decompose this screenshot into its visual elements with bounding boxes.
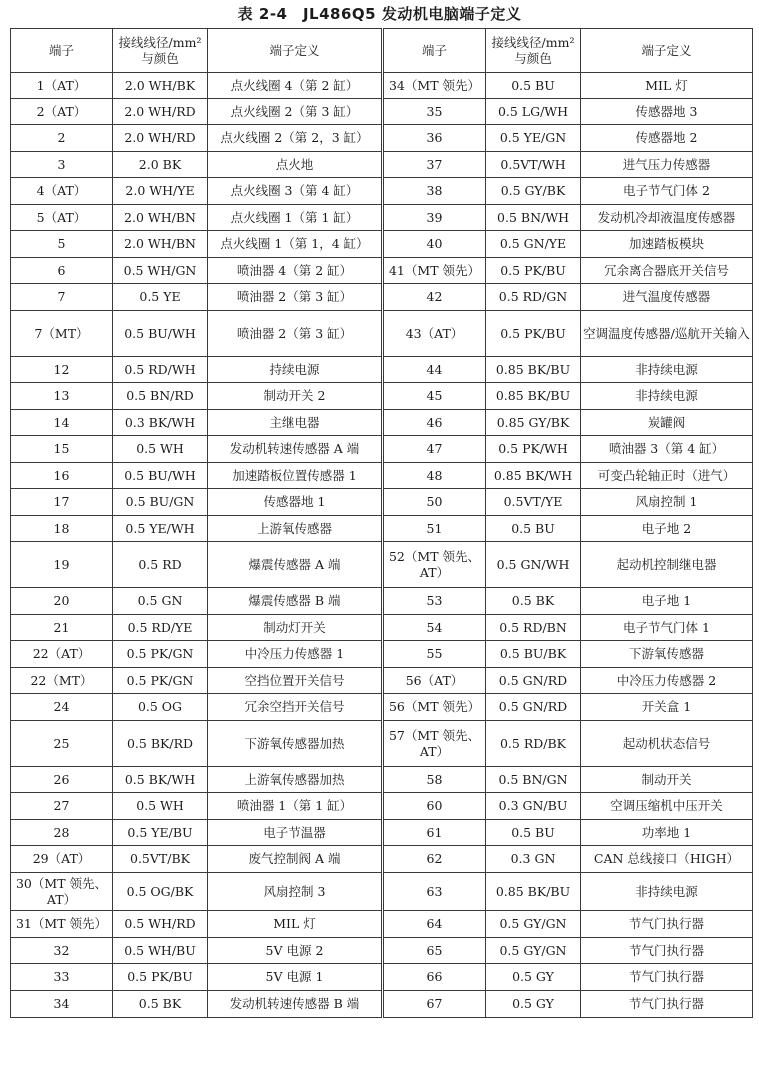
wire-cell: 0.5 RD/WH <box>113 357 208 383</box>
wire-cell: 0.5 GN/YE <box>486 231 581 258</box>
definition-cell: 非持续电源 <box>581 873 753 911</box>
table-row <box>11 588 753 615</box>
wire-cell: 0.5 BU/WH <box>113 463 208 489</box>
wire-cell: 0.5 PK/GN <box>113 668 208 694</box>
wire-cell: 0.5 RD/BK <box>486 721 581 767</box>
terminal-cell: 5（AT） <box>11 205 113 231</box>
table-row <box>11 125 753 152</box>
wire-cell: 2.0 WH/RD <box>113 99 208 125</box>
terminal-cell: 16 <box>11 463 113 489</box>
terminal-cell: 52（MT 领先、AT） <box>383 542 486 588</box>
definition-cell: 传感器地 3 <box>581 99 753 125</box>
definition-cell: 节气门执行器 <box>581 938 753 964</box>
table-row <box>11 721 753 767</box>
definition-cell: CAN 总线接口（HIGH） <box>581 846 753 873</box>
table-title: 表 2-4 JL486Q5 发动机电脑端子定义 <box>237 5 522 23</box>
definition-cell: 冗余离合器底开关信号 <box>581 258 753 284</box>
terminal-cell: 44 <box>383 357 486 383</box>
definition-cell: 进气温度传感器 <box>581 284 753 311</box>
definition-cell: 点火线圈 2（第 3 缸） <box>208 99 383 125</box>
table-row <box>11 820 753 846</box>
wire-cell: 0.5 BK/RD <box>113 721 208 767</box>
terminal-cell: 48 <box>383 463 486 489</box>
wire-cell: 0.5 PK/BU <box>486 258 581 284</box>
definition-cell: 喷油器 3（第 4 缸） <box>581 436 753 463</box>
terminal-cell: 45 <box>383 383 486 410</box>
terminal-cell: 61 <box>383 820 486 846</box>
table-row <box>11 436 753 463</box>
wire-cell: 0.5 RD/BN <box>486 615 581 641</box>
definition-cell: 节气门执行器 <box>581 911 753 938</box>
wire-cell: 0.85 GY/BK <box>486 410 581 436</box>
header-wire-left: 接线线径/mm²与颜色 <box>113 29 208 73</box>
definition-cell: 爆震传感器 A 端 <box>208 542 383 588</box>
wire-cell: 0.5 GN/RD <box>486 694 581 721</box>
wire-cell: 2.0 BK <box>113 152 208 178</box>
wire-cell: 0.5 YE/WH <box>113 516 208 542</box>
terminal-cell: 3 <box>11 152 113 178</box>
terminal-cell: 7（MT） <box>11 311 113 357</box>
definition-cell: 喷油器 2（第 3 缸） <box>208 311 383 357</box>
terminal-cell: 65 <box>383 938 486 964</box>
table-row <box>11 410 753 436</box>
table-row <box>11 258 753 284</box>
definition-cell: 发动机冷却液温度传感器 <box>581 205 753 231</box>
table-row <box>11 516 753 542</box>
definition-cell: MIL 灯 <box>208 911 383 938</box>
definition-cell: 上游氧传感器 <box>208 516 383 542</box>
terminal-cell: 25 <box>11 721 113 767</box>
wire-cell: 0.5 GY <box>486 991 581 1018</box>
terminal-cell: 27 <box>11 793 113 820</box>
terminal-cell: 37 <box>383 152 486 178</box>
wire-cell: 0.5 BK <box>113 991 208 1018</box>
definition-cell: 点火线圈 2（第 2，3 缸） <box>208 125 383 152</box>
definition-cell: 空挡位置开关信号 <box>208 668 383 694</box>
terminal-cell: 5 <box>11 231 113 258</box>
definition-cell: 主继电器 <box>208 410 383 436</box>
terminal-cell: 41（MT 领先） <box>383 258 486 284</box>
terminal-cell: 51 <box>383 516 486 542</box>
definition-cell: 点火地 <box>208 152 383 178</box>
terminal-cell: 32 <box>11 938 113 964</box>
terminal-cell: 39 <box>383 205 486 231</box>
wire-cell: 0.5 BU <box>486 820 581 846</box>
definition-cell: 加速踏板位置传感器 1 <box>208 463 383 489</box>
terminal-cell: 34（MT 领先） <box>383 73 486 99</box>
wire-cell: 0.5VT/BK <box>113 846 208 873</box>
definition-cell: 开关盒 1 <box>581 694 753 721</box>
terminal-cell: 2 <box>11 125 113 152</box>
definition-cell: 5V 电源 1 <box>208 964 383 991</box>
wire-cell: 0.85 BK/BU <box>486 383 581 410</box>
wire-cell: 0.5 WH <box>113 436 208 463</box>
definition-cell: 点火线圈 3（第 4 缸） <box>208 178 383 205</box>
wire-cell: 0.5 WH/RD <box>113 911 208 938</box>
wire-cell: 0.5 OG <box>113 694 208 721</box>
terminal-cell: 22（AT） <box>11 641 113 668</box>
wire-cell: 0.5 BN/WH <box>486 205 581 231</box>
definition-cell: 节气门执行器 <box>581 964 753 991</box>
table-row <box>11 911 753 938</box>
terminal-cell: 7 <box>11 284 113 311</box>
table-row <box>11 873 753 911</box>
definition-cell: 电子地 2 <box>581 516 753 542</box>
terminal-cell: 66 <box>383 964 486 991</box>
definition-cell: 喷油器 1（第 1 缸） <box>208 793 383 820</box>
wire-cell: 0.3 BK/WH <box>113 410 208 436</box>
terminal-cell: 62 <box>383 846 486 873</box>
terminal-cell: 2（AT） <box>11 99 113 125</box>
terminal-cell: 17 <box>11 489 113 516</box>
definition-cell: 制动开关 2 <box>208 383 383 410</box>
wire-cell: 0.5 BU/BK <box>486 641 581 668</box>
definition-cell: MIL 灯 <box>581 73 753 99</box>
wire-cell: 0.5 LG/WH <box>486 99 581 125</box>
definition-cell: 废气控制阀 A 端 <box>208 846 383 873</box>
table-row <box>11 641 753 668</box>
wire-cell: 2.0 WH/RD <box>113 125 208 152</box>
wire-cell: 0.5 GY <box>486 964 581 991</box>
definition-cell: 传感器地 2 <box>581 125 753 152</box>
wire-cell: 0.5 BU <box>486 73 581 99</box>
terminal-cell: 21 <box>11 615 113 641</box>
definition-cell: 喷油器 4（第 2 缸） <box>208 258 383 284</box>
definition-cell: 起动机控制继电器 <box>581 542 753 588</box>
definition-cell: 电子节气门体 1 <box>581 615 753 641</box>
definition-cell: 喷油器 2（第 3 缸） <box>208 284 383 311</box>
definition-cell: 点火线圈 1（第 1，4 缸） <box>208 231 383 258</box>
terminal-cell: 43（AT） <box>383 311 486 357</box>
table-row <box>11 284 753 311</box>
terminal-cell: 33 <box>11 964 113 991</box>
terminal-cell: 57（MT 领先、AT） <box>383 721 486 767</box>
wire-cell: 0.5 GY/GN <box>486 911 581 938</box>
definition-cell: 中冷压力传感器 2 <box>581 668 753 694</box>
definition-cell: 炭罐阀 <box>581 410 753 436</box>
terminal-cell: 35 <box>383 99 486 125</box>
wire-cell: 2.0 WH/BN <box>113 231 208 258</box>
table-row <box>11 542 753 588</box>
table-row <box>11 767 753 793</box>
wire-cell: 0.5 PK/GN <box>113 641 208 668</box>
wire-cell: 0.5 PK/BU <box>486 311 581 357</box>
wire-cell: 0.5 BK <box>486 588 581 615</box>
terminal-cell: 18 <box>11 516 113 542</box>
wire-cell: 0.5VT/YE <box>486 489 581 516</box>
wire-cell: 0.5 WH/GN <box>113 258 208 284</box>
table-row <box>11 178 753 205</box>
definition-cell: 电子节气门体 2 <box>581 178 753 205</box>
wire-cell: 0.85 BK/BU <box>486 873 581 911</box>
terminal-cell: 1（AT） <box>11 73 113 99</box>
terminal-cell: 29（AT） <box>11 846 113 873</box>
terminal-cell: 47 <box>383 436 486 463</box>
terminal-cell: 15 <box>11 436 113 463</box>
terminal-cell: 40 <box>383 231 486 258</box>
definition-cell: 发动机转速传感器 A 端 <box>208 436 383 463</box>
wire-cell: 0.5 BU <box>486 516 581 542</box>
wire-cell: 0.5 GN/RD <box>486 668 581 694</box>
definition-cell: 中冷压力传感器 1 <box>208 641 383 668</box>
definition-cell: 可变凸轮轴正时（进气） <box>581 463 753 489</box>
terminal-cell: 60 <box>383 793 486 820</box>
terminal-cell: 14 <box>11 410 113 436</box>
terminal-cell: 19 <box>11 542 113 588</box>
table-row <box>11 205 753 231</box>
table-row <box>11 793 753 820</box>
terminal-cell: 53 <box>383 588 486 615</box>
terminal-cell: 31（MT 领先） <box>11 911 113 938</box>
wire-cell: 0.5VT/WH <box>486 152 581 178</box>
table-row <box>11 73 753 99</box>
definition-cell: 空调温度传感器/巡航开关输入 <box>581 311 753 357</box>
wire-cell: 0.5 BU/WH <box>113 311 208 357</box>
definition-cell: 功率地 1 <box>581 820 753 846</box>
wire-cell: 0.3 GN <box>486 846 581 873</box>
definition-cell: 爆震传感器 B 端 <box>208 588 383 615</box>
table-row <box>11 964 753 991</box>
terminal-cell: 20 <box>11 588 113 615</box>
table-row <box>11 694 753 721</box>
terminal-cell: 36 <box>383 125 486 152</box>
wire-cell: 0.5 WH <box>113 793 208 820</box>
definition-cell: 传感器地 1 <box>208 489 383 516</box>
terminal-cell: 55 <box>383 641 486 668</box>
definition-cell: 加速踏板模块 <box>581 231 753 258</box>
terminal-cell: 63 <box>383 873 486 911</box>
wire-cell: 0.5 PK/BU <box>113 964 208 991</box>
terminal-cell: 56（MT 领先） <box>383 694 486 721</box>
definition-cell: 点火线圈 4（第 2 缸） <box>208 73 383 99</box>
wire-cell: 0.5 GY/BK <box>486 178 581 205</box>
terminal-cell: 42 <box>383 284 486 311</box>
definition-cell: 非持续电源 <box>581 383 753 410</box>
wire-cell: 0.5 RD/GN <box>486 284 581 311</box>
definition-cell: 点火线圈 1（第 1 缸） <box>208 205 383 231</box>
terminal-cell: 56（AT） <box>383 668 486 694</box>
terminal-cell: 6 <box>11 258 113 284</box>
header-terminal-right: 端子 <box>383 29 486 73</box>
definition-cell: 5V 电源 2 <box>208 938 383 964</box>
table-row <box>11 991 753 1018</box>
table-row <box>11 938 753 964</box>
terminal-cell: 4（AT） <box>11 178 113 205</box>
wire-cell: 2.0 WH/BN <box>113 205 208 231</box>
header-definition-left: 端子定义 <box>208 29 383 73</box>
terminal-cell: 54 <box>383 615 486 641</box>
terminal-cell: 46 <box>383 410 486 436</box>
wire-cell: 0.5 YE/BU <box>113 820 208 846</box>
table-row <box>11 357 753 383</box>
wire-cell: 0.5 GY/GN <box>486 938 581 964</box>
wire-cell: 0.5 WH/BU <box>113 938 208 964</box>
terminal-cell: 12 <box>11 357 113 383</box>
table-row <box>11 152 753 178</box>
wire-cell: 0.5 BN/RD <box>113 383 208 410</box>
definition-cell: 空调压缩机中压开关 <box>581 793 753 820</box>
table-row <box>11 311 753 357</box>
terminal-cell: 34 <box>11 991 113 1018</box>
table-row <box>11 99 753 125</box>
table-row <box>11 383 753 410</box>
terminal-cell: 13 <box>11 383 113 410</box>
definition-cell: 电子地 1 <box>581 588 753 615</box>
terminal-cell: 22（MT） <box>11 668 113 694</box>
wire-cell: 0.5 RD <box>113 542 208 588</box>
table-row <box>11 668 753 694</box>
definition-cell: 发动机转速传感器 B 端 <box>208 991 383 1018</box>
definition-cell: 节气门执行器 <box>581 991 753 1018</box>
terminal-cell: 30（MT 领先、AT） <box>11 873 113 911</box>
definition-cell: 电子节温器 <box>208 820 383 846</box>
definition-cell: 下游氧传感器加热 <box>208 721 383 767</box>
definition-cell: 起动机状态信号 <box>581 721 753 767</box>
definition-cell: 非持续电源 <box>581 357 753 383</box>
definition-cell: 风扇控制 1 <box>581 489 753 516</box>
table-row <box>11 846 753 873</box>
wire-cell: 2.0 WH/YE <box>113 178 208 205</box>
definition-cell: 下游氧传感器 <box>581 641 753 668</box>
terminal-cell: 50 <box>383 489 486 516</box>
table-row <box>11 463 753 489</box>
wire-cell: 0.5 BU/GN <box>113 489 208 516</box>
table-row <box>11 489 753 516</box>
definition-cell: 制动灯开关 <box>208 615 383 641</box>
wire-cell: 0.3 GN/BU <box>486 793 581 820</box>
definition-cell: 风扇控制 3 <box>208 873 383 911</box>
definition-cell: 上游氧传感器加热 <box>208 767 383 793</box>
terminal-definition-table <box>10 28 753 1018</box>
wire-cell: 0.5 PK/WH <box>486 436 581 463</box>
wire-cell: 0.5 YE/GN <box>486 125 581 152</box>
terminal-cell: 67 <box>383 991 486 1018</box>
wire-cell: 2.0 WH/BK <box>113 73 208 99</box>
header-row <box>11 29 753 73</box>
table-row <box>11 231 753 258</box>
table-row <box>11 615 753 641</box>
header-wire-right: 接线线径/mm²与颜色 <box>486 29 581 73</box>
terminal-cell: 28 <box>11 820 113 846</box>
header-terminal-left: 端子 <box>11 29 113 73</box>
wire-cell: 0.5 YE <box>113 284 208 311</box>
terminal-cell: 26 <box>11 767 113 793</box>
header-definition-right: 端子定义 <box>581 29 753 73</box>
definition-cell: 进气压力传感器 <box>581 152 753 178</box>
wire-cell: 0.5 RD/YE <box>113 615 208 641</box>
definition-cell: 制动开关 <box>581 767 753 793</box>
wire-cell: 0.5 OG/BK <box>113 873 208 911</box>
wire-cell: 0.85 BK/WH <box>486 463 581 489</box>
wire-cell: 0.5 GN <box>113 588 208 615</box>
definition-cell: 持续电源 <box>208 357 383 383</box>
terminal-cell: 38 <box>383 178 486 205</box>
wire-cell: 0.5 BN/GN <box>486 767 581 793</box>
wire-cell: 0.85 BK/BU <box>486 357 581 383</box>
definition-cell: 冗余空挡开关信号 <box>208 694 383 721</box>
wire-cell: 0.5 BK/WH <box>113 767 208 793</box>
terminal-cell: 58 <box>383 767 486 793</box>
terminal-cell: 24 <box>11 694 113 721</box>
terminal-cell: 64 <box>383 911 486 938</box>
wire-cell: 0.5 GN/WH <box>486 542 581 588</box>
